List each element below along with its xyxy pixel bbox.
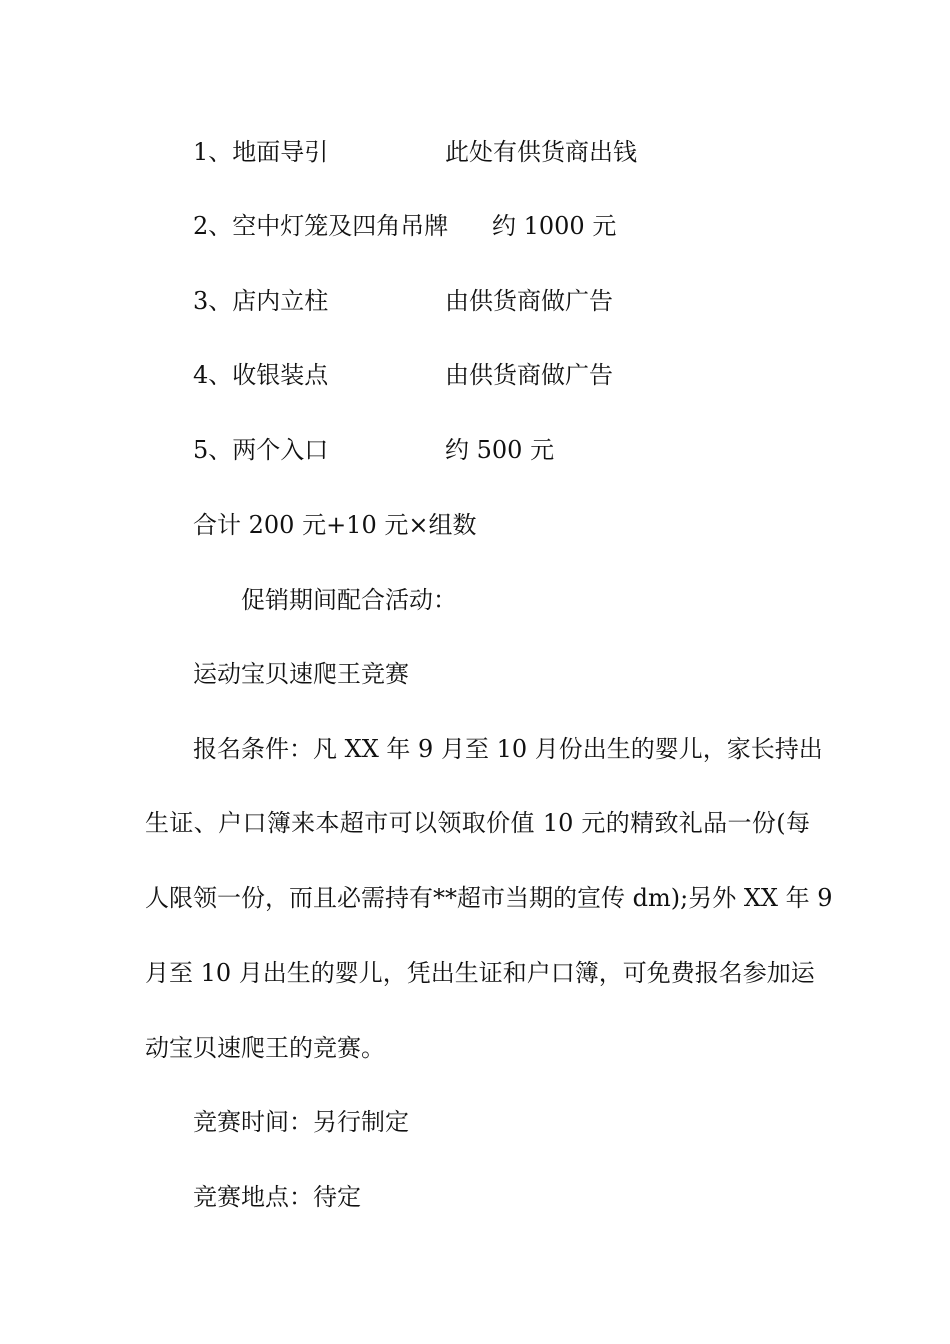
item-1-label: 1、地面导引 bbox=[193, 138, 329, 166]
item-5-label: 5、两个入口 bbox=[193, 436, 329, 464]
competition-place: 竞赛地点：待定 bbox=[193, 1183, 361, 1211]
paragraph-line-2: 生证、户口簿来本超市可以领取价值 10 元的精致礼品一份(每 bbox=[145, 809, 810, 837]
paragraph-line-4: 月至 10 月出生的婴儿，凭出生证和户口簿，可免费报名参加运 bbox=[145, 959, 815, 987]
competition-time: 竞赛时间：另行制定 bbox=[193, 1108, 409, 1136]
section-heading: 促销期间配合活动： bbox=[241, 586, 457, 614]
paragraph-line-3: 人限领一份，而且必需持有**超市当期的宣传 dm);另外 XX 年 9 bbox=[145, 884, 833, 912]
item-2-value: 约 1000 元 bbox=[492, 212, 617, 240]
total-line: 合计 200 元+10 元×组数 bbox=[193, 511, 477, 539]
item-3-label: 3、店内立柱 bbox=[193, 287, 329, 315]
item-1-value: 此处有供货商出钱 bbox=[445, 138, 637, 166]
item-3-value: 由供货商做广告 bbox=[445, 287, 613, 315]
item-4-label: 4、收银装点 bbox=[193, 361, 329, 389]
item-2-label: 2、空中灯笼及四角吊牌 bbox=[193, 212, 449, 240]
item-5-value: 约 500 元 bbox=[445, 436, 555, 464]
paragraph-line-1: 报名条件：凡 XX 年 9 月至 10 月份出生的婴儿，家长持出 bbox=[193, 735, 823, 763]
event-title: 运动宝贝速爬王竞赛 bbox=[193, 660, 409, 688]
paragraph-line-5: 动宝贝速爬王的竞赛。 bbox=[145, 1034, 385, 1062]
item-4-value: 由供货商做广告 bbox=[445, 361, 613, 389]
